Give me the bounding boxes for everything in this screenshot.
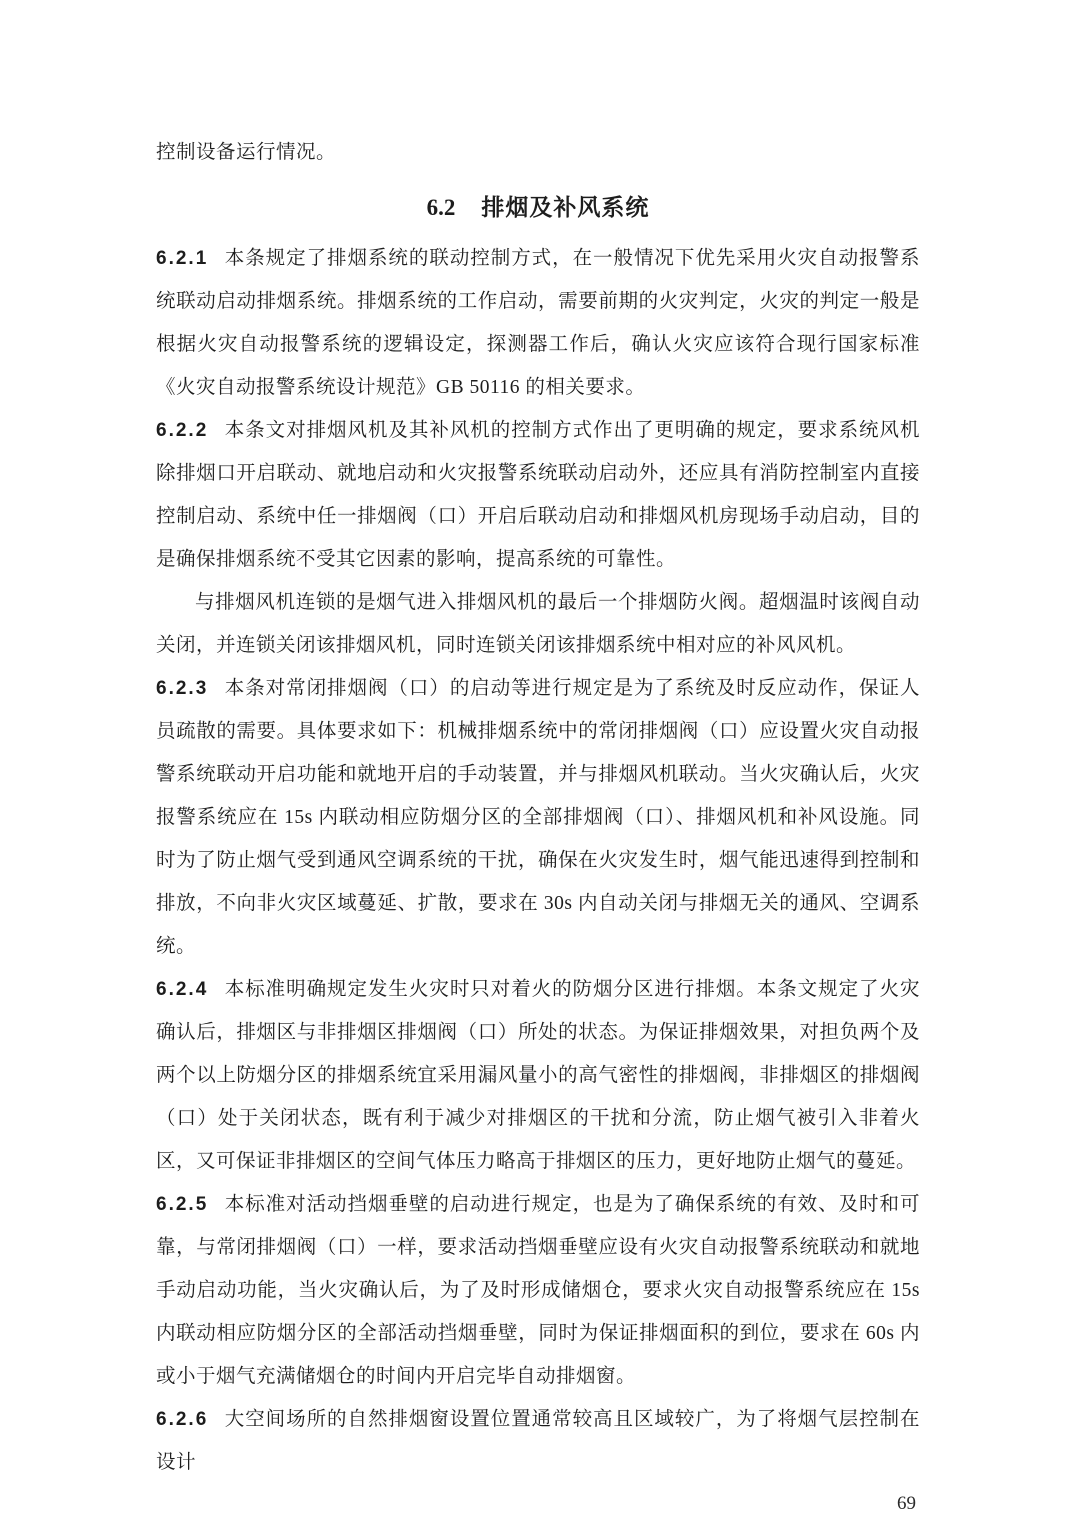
clause-6-2-5-text: 本标准对活动挡烟垂壁的启动进行规定，也是为了确保系统的有效、及时和可靠，与常闭排烟阀（口）一样，要求活动挡烟垂壁应设有火灾自动报警系统联动和就地手动启动功能，当火灾确认后，为了及时形成储烟仓，要求火灾自动报警系统应在 15s 内联动相应防烟分区的全部活动挡烟垂壁，同时为保证排烟面积的到位，要求在 60s 内或小于烟气充满储烟仓的时间内开启完毕自动排烟窗。 (156, 1194, 920, 1387)
clause-6-2-4 (156, 968, 920, 1183)
clause-6-2-6 (156, 1398, 920, 1484)
clause-6-2-2-text: 本条文对排烟风机及其补风机的控制方式作出了更明确的规定，要求系统风机除排烟口开启联动、就地启动和火灾报警系统联动启动外，还应具有消防控制室内直接控制启动、系统中任一排烟阀（口）开启后联动启动和排烟风机房现场手动启动，目的是确保排烟系统不受其它因素的影响，提高系统的可靠性。 (156, 420, 920, 570)
section-heading-number: 6.2 (426, 195, 456, 220)
clause-6-2-1-text: 本条规定了排烟系统的联动控制方式，在一般情况下优先采用火灾自动报警系统联动启动排烟系统。排烟系统的工作启动，需要前期的火灾判定，火灾的判定一般是根据火灾自动报警系统的逻辑设定，探测器工作后，确认火灾应该符合现行国家标准《火灾自动报警系统设计规范》GB 50116 的相关要求。 (156, 248, 920, 398)
clause-6-2-1-number: 6.2.1 (156, 248, 209, 269)
clause-6-2-4-number: 6.2.4 (156, 979, 209, 1000)
section-heading (156, 192, 920, 224)
clause-6-2-5 (156, 1183, 920, 1398)
page-number: 69 (897, 1493, 916, 1514)
section-heading-title: 排烟及补风系统 (481, 195, 650, 220)
clause-6-2-5-number: 6.2.5 (156, 1194, 209, 1215)
clause-6-2-3-number: 6.2.3 (156, 678, 209, 699)
clause-6-2-1 (156, 237, 920, 409)
clause-6-2-3 (156, 667, 920, 968)
clause-6-2-3-text: 本条对常闭排烟阀（口）的启动等进行规定是为了系统及时反应动作，保证人员疏散的需要。具体要求如下：机械排烟系统中的常闭排烟阀（口）应设置火灾自动报警系统联动开启功能和就地开启的手动装置，并与排烟风机联动。当火灾确认后，火灾报警系统应在 15s 内联动相应防烟分区的全部排烟阀（口）、排烟风机和补风设施。同时为了防止烟气受到通风空调系统的干扰，确保在火灾发生时，烟气能迅速得到控制和排放，不向非火灾区域蔓延、扩散，要求在 30s 内自动关闭与排烟无关的通风、空调系统。 (156, 678, 920, 957)
clause-6-2-6-number: 6.2.6 (156, 1409, 209, 1430)
clause-6-2-2 (156, 409, 920, 581)
clause-6-2-2-subparagraph: 与排烟风机连锁的是烟气进入排烟风机的最后一个排烟防火阀。超烟温时该阀自动关闭，并连锁关闭该排烟风机，同时连锁关闭该排烟系统中相对应的补风风机。 (156, 592, 920, 656)
leading-paragraph: 控制设备运行情况。 (156, 142, 337, 163)
clause-6-2-6-text: 大空间场所的自然排烟窗设置位置通常较高且区域较广，为了将烟气层控制在设计 (156, 1409, 920, 1473)
clause-6-2-2-number: 6.2.2 (156, 420, 209, 441)
clause-6-2-4-text: 本标准明确规定发生火灾时只对着火的防烟分区进行排烟。本条文规定了火灾确认后，排烟区与非排烟区排烟阀（口）所处的状态。为保证排烟效果，对担负两个及两个以上防烟分区的排烟系统宜采用漏风量小的高气密性的排烟阀，非排烟区的排烟阀（口）处于关闭状态，既有利于减少对排烟区的干扰和分流，防止烟气被引入非着火区，又可保证非排烟区的空间气体压力略高于排烟区的压力，更好地防止烟气的蔓延。 (156, 979, 920, 1172)
